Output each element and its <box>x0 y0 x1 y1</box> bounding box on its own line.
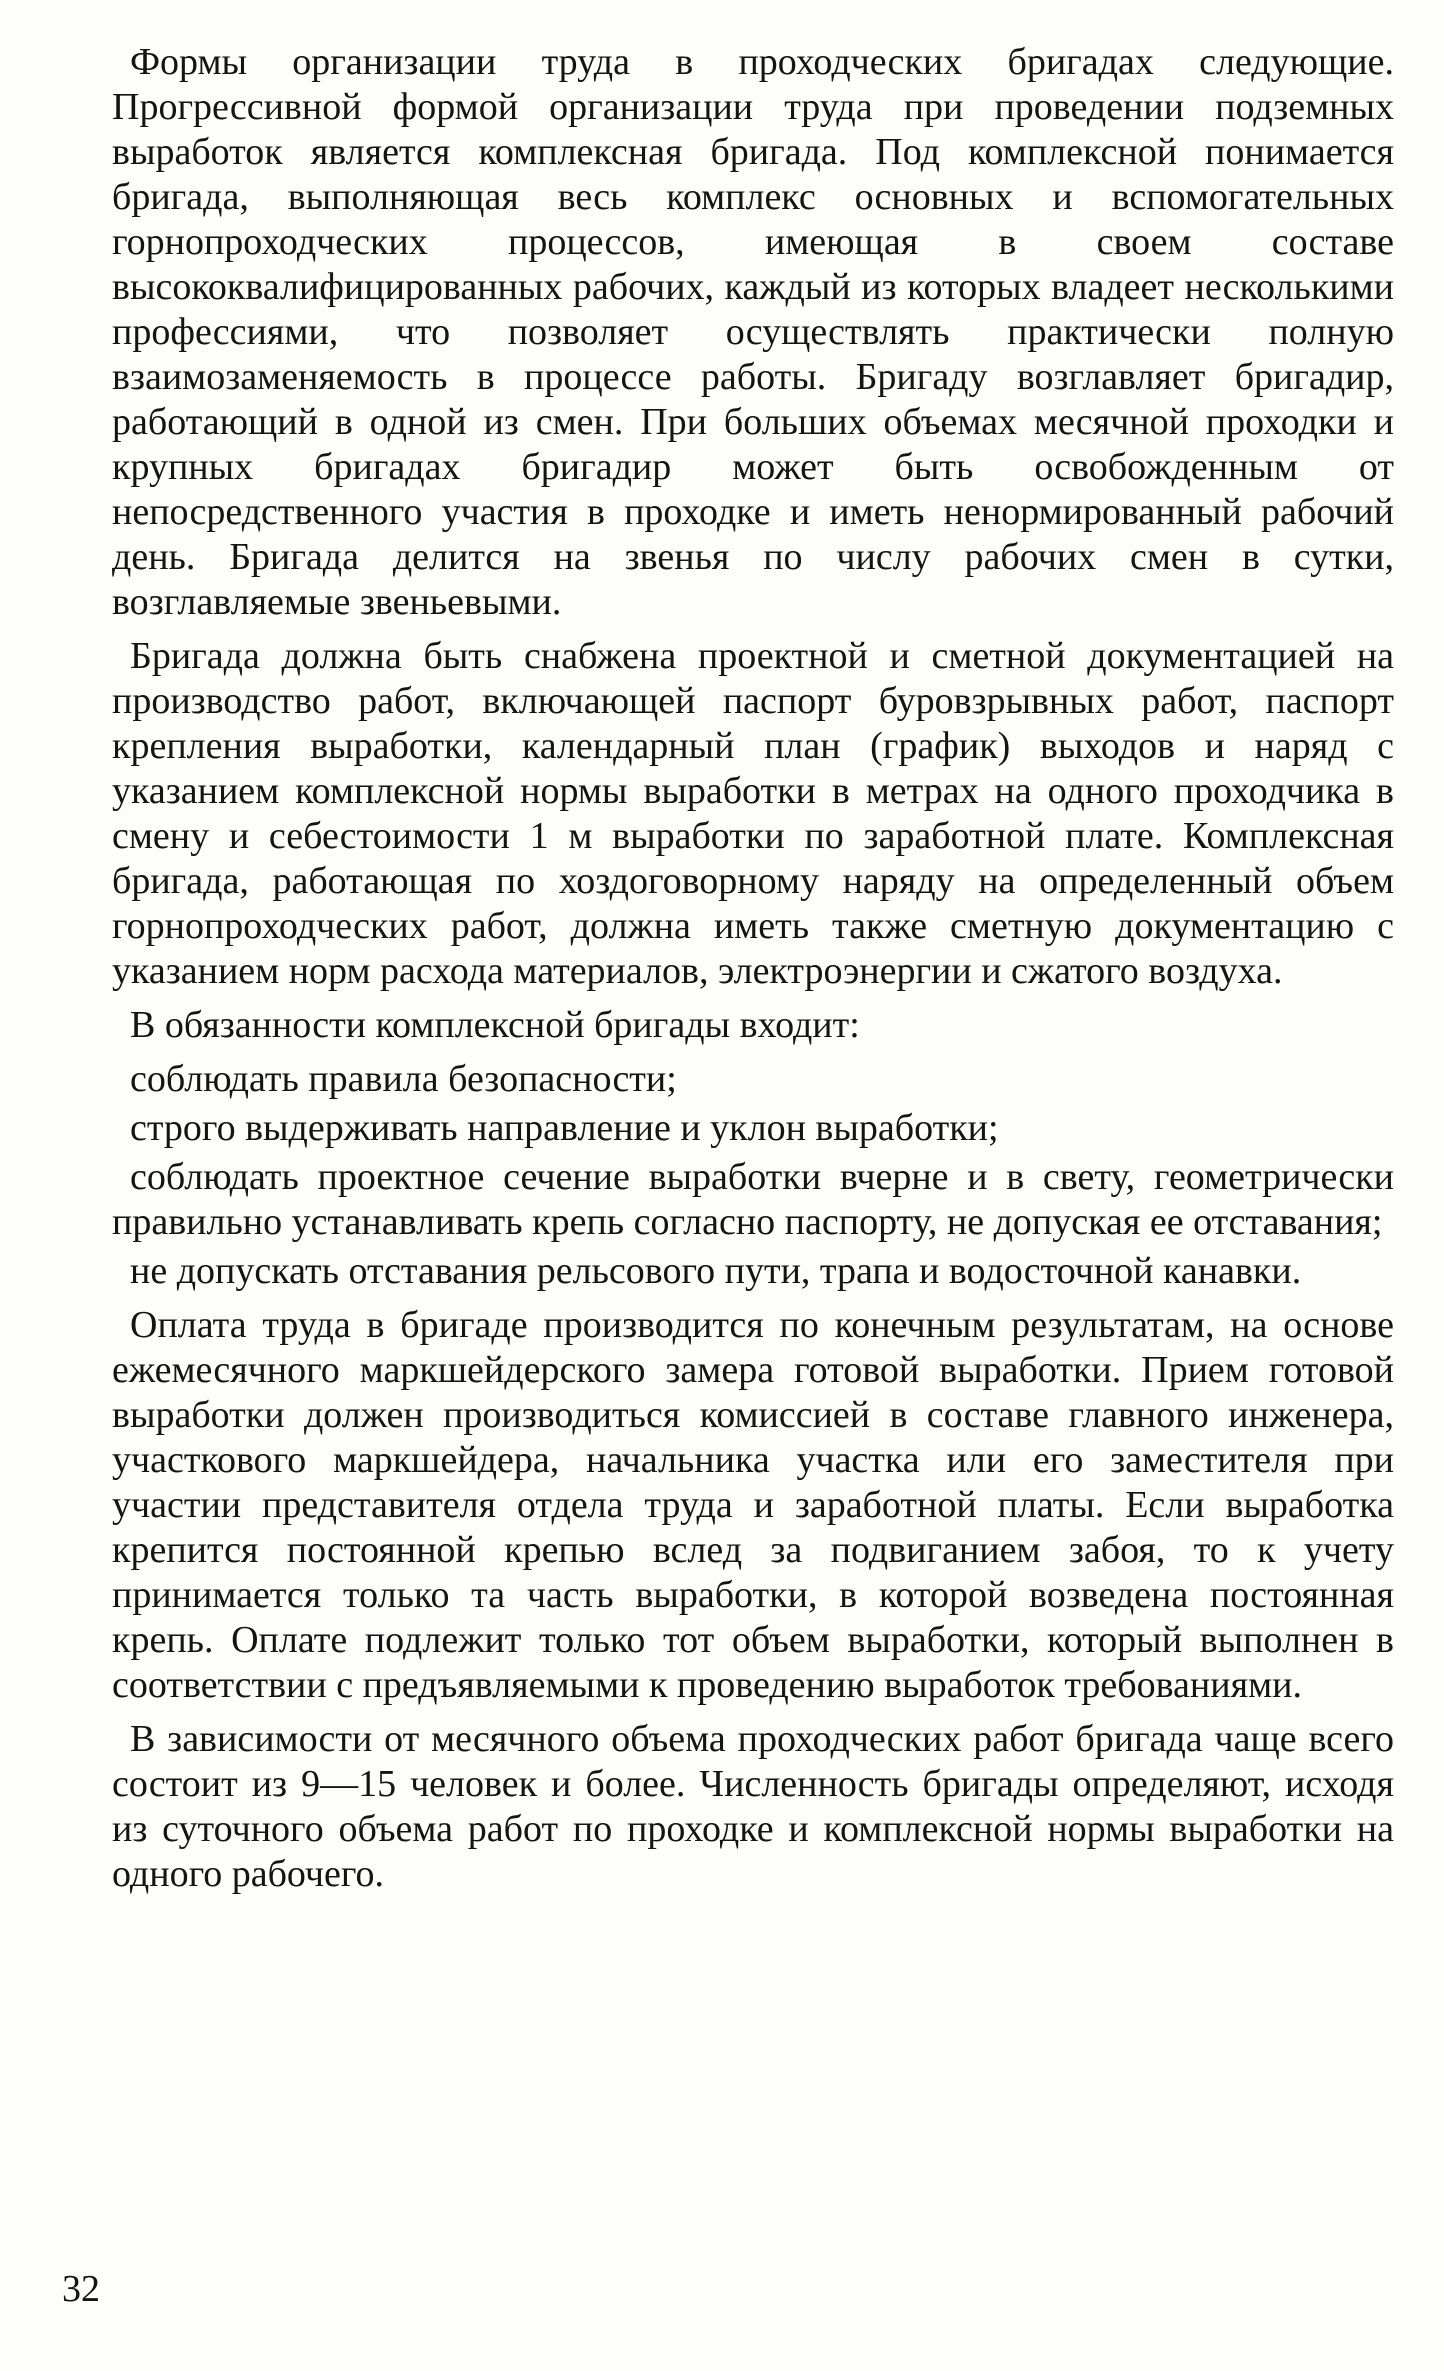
paragraph-brigade-organization: Формы организации труда в проходческих бригадах следующие. Прогрессивной формой организации труда при проведении подземных выработок является комплексная бригада. Под комплексной понимается бригада, выполняющая весь комплекс основных и вспомогательных горнопроходческих процессов, имеющая в своем составе высококвалифицированных рабочих, каждый из которых владеет несколькими профессиями, что позволяет осуществлять практически полную взаимозаменяемость в процессе работы. Бригаду возглавляет бригадир, работающий в одной из смен. При больших объемах месячной проходки и крупных бригадах бригадир может быть освобожденным от непосредственного участия в проходке и иметь ненормированный рабочий день. Бригада делится на звенья по числу рабочих смен в сутки, возглавляемые звеньевыми. <box>112 41 1394 623</box>
paragraph-brigade-documentation: Бригада должна быть снабжена проектной и сметной документацией на производство работ, включающей паспорт буровзрывных работ, паспорт крепления выработки, календарный план (график) выходов и наряд с указанием комплексной нормы выработки в метрах на одного проходчика в смену и себестоимости 1 м выработки по заработной плате. Комплексная бригада, работающая по хоздоговорному наряду на определенный объем горнопроходческих работ, должна иметь также сметную документацию с указанием норм расхода материалов, электроэнергии и сжатого воздуха. <box>112 635 1394 992</box>
paragraph-brigade-size: В зависимости от месячного объема проходческих работ бригада чаще всего состоит из 9—15 человек и более. Численность бригады определяют, исходя из суточного объема работ по проходке и комплексной нормы выработки на одного рабочего. <box>112 1718 1394 1895</box>
duty-item-track: не допускать отставания рельсового пути, трапа и водосточной канавки. <box>130 1250 1302 1292</box>
duty-item-safety: соблюдать правила безопасности; <box>130 1058 677 1100</box>
duty-item-direction: строго выдерживать направление и уклон выработки; <box>130 1107 999 1149</box>
body-text <box>112 40 1394 1906</box>
paragraph-duties-intro: В обязанности комплексной бригады входит: <box>130 1004 860 1046</box>
paragraph-payment: Оплата труда в бригаде производится по конечным результатам, на основе ежемесячного маркшейдерского замера готовой выработки. Прием готовой выработки должен производиться комиссией в составе главного инженера, участкового маркшейдера, начальника участка или его заместителя при участии представителя отдела труда и заработной платы. Если выработка крепится постоянной крепью вслед за подвиганием забоя, то к учету принимается только та часть выработки, в которой возведена постоянная крепь. Оплате подлежит только тот объем выработки, который выполнен в соответствии с предъявляемыми к проведению выработок требованиями. <box>112 1304 1394 1706</box>
page-number: 32 <box>62 2268 100 2310</box>
duty-item-section: соблюдать проектное сечение выработки вчерне и в свету, геометрически правильно устанавливать крепь согласно паспорту, не допуская ее отставания; <box>112 1156 1394 1243</box>
